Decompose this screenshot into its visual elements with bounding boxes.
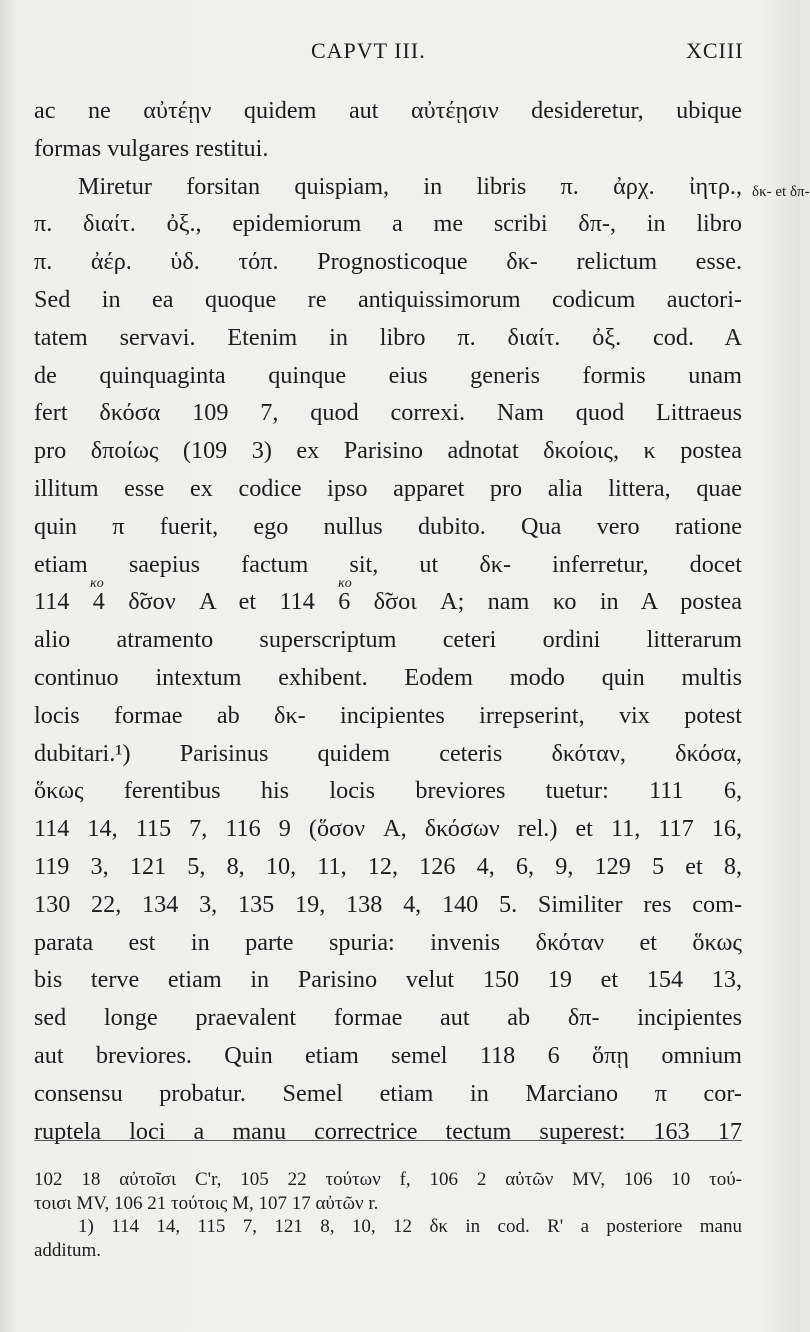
text-line: formas vulgares restitui. <box>34 134 269 162</box>
text-line: etiam saepius factum sit, ut δκ- inferretur, docet <box>34 550 742 578</box>
text-line: illitum esse ex codice ipso apparet pro alia littera, quae <box>34 474 742 502</box>
superscript-mark: κο <box>338 576 352 592</box>
text-line: 1) 114 14, 115 7, 121 8, 10, 12 δκ in cod. R' a posteriore manu <box>78 1216 742 1237</box>
superscript-mark: κο <box>90 576 104 592</box>
text-line: π. ἀέρ. ὑδ. τόπ. Prognosticoque δκ- relictum esse. <box>34 248 742 276</box>
text-line: parata est in parte spuria: invenis δκόταν et ὅκως <box>34 928 742 956</box>
main-text <box>34 92 742 1150</box>
text-line: 114 4 δ̃σον A et 114 6 δ̃σοι A; nam κο in A postea <box>34 588 742 616</box>
running-header <box>0 34 800 74</box>
text-line: Miretur forsitan quispiam, in libris π. ἀρχ. ἰητρ., <box>78 172 742 200</box>
text-line: dubitari.¹) Parisinus quidem ceteris δκόταν, δκόσα, <box>34 739 742 767</box>
text-line: locis formae ab δκ- incipientes irrepserint, vix potest <box>34 701 742 729</box>
text-line: π. διαίτ. ὀξ., epidemiorum a me scribi δπ-, in libro <box>34 210 742 238</box>
text-line: τοισι MV, 106 21 τούτοις M, 107 17 αὐτῶν r. <box>34 1192 379 1214</box>
text-line: ὅκως ferentibus his locis breviores tuetur: 111 6, <box>34 777 742 805</box>
footnote-rule <box>34 1140 742 1141</box>
text-line: sed longe praevalent formae aut ab δπ- incipientes <box>34 1004 742 1032</box>
text-line: 114 14, 115 7, 116 9 (ὅσον A, δκόσων rel.) et 11, 117 16, <box>34 815 742 843</box>
text-line: continuo intextum exhibent. Eodem modo quin multis <box>34 663 742 691</box>
superscript-line <box>34 565 742 592</box>
footnotes <box>34 1168 742 1262</box>
text-line: tatem servavi. Etenim in libro π. διαίτ. ὀξ. cod. A <box>34 323 742 351</box>
text-line: consensu probatur. Semel etiam in Marciano π cor- <box>34 1079 742 1107</box>
text-line: pro δποίως (109 3) ex Parisino adnotat δκοίοις, κ postea <box>34 437 742 465</box>
text-line: bis terve etiam in Parisino velut 150 19 et 154 13, <box>34 966 742 994</box>
text-line: additum. <box>34 1239 102 1261</box>
text-line: 119 3, 121 5, 8, 10, 11, 12, 126 4, 6, 9, 129 5 et 8, <box>34 852 742 880</box>
text-line: ruptela loci a manu correctrice tectum superest: 163 17 <box>34 1117 742 1145</box>
text-line: quin π fuerit, ego nullus dubito. Qua vero ratione <box>34 512 742 540</box>
text-line: 130 22, 134 3, 135 19, 138 4, 140 5. Similiter res com- <box>34 890 742 918</box>
text-line: de quinquaginta quinque eius generis formis unam <box>34 361 742 389</box>
chapter-title: CAPVT III. <box>311 38 426 63</box>
text-line: alio atramento superscriptum ceteri ordini litterarum <box>34 626 742 654</box>
text-line: ac ne αὐτέῃν quidem aut αὐτέῃσιν desideretur, ubique <box>34 97 742 124</box>
text-line: 102 18 αὐτοῖσι C'r, 105 22 τούτων f, 106 2 αὐτῶν MV, 106 10 τού- <box>34 1169 742 1190</box>
page-number: XCIII <box>686 38 744 63</box>
text-line: aut breviores. Quin etiam semel 118 6 ὅπῃ omnium <box>34 1041 742 1069</box>
text-line: fert δκόσα 109 7, quod correxi. Nam quod Littraeus <box>34 399 742 427</box>
margin-note: δκ- et δπ- <box>752 184 810 200</box>
text-line: Sed in ea quoque re antiquissimorum codicum auctori- <box>34 285 742 313</box>
